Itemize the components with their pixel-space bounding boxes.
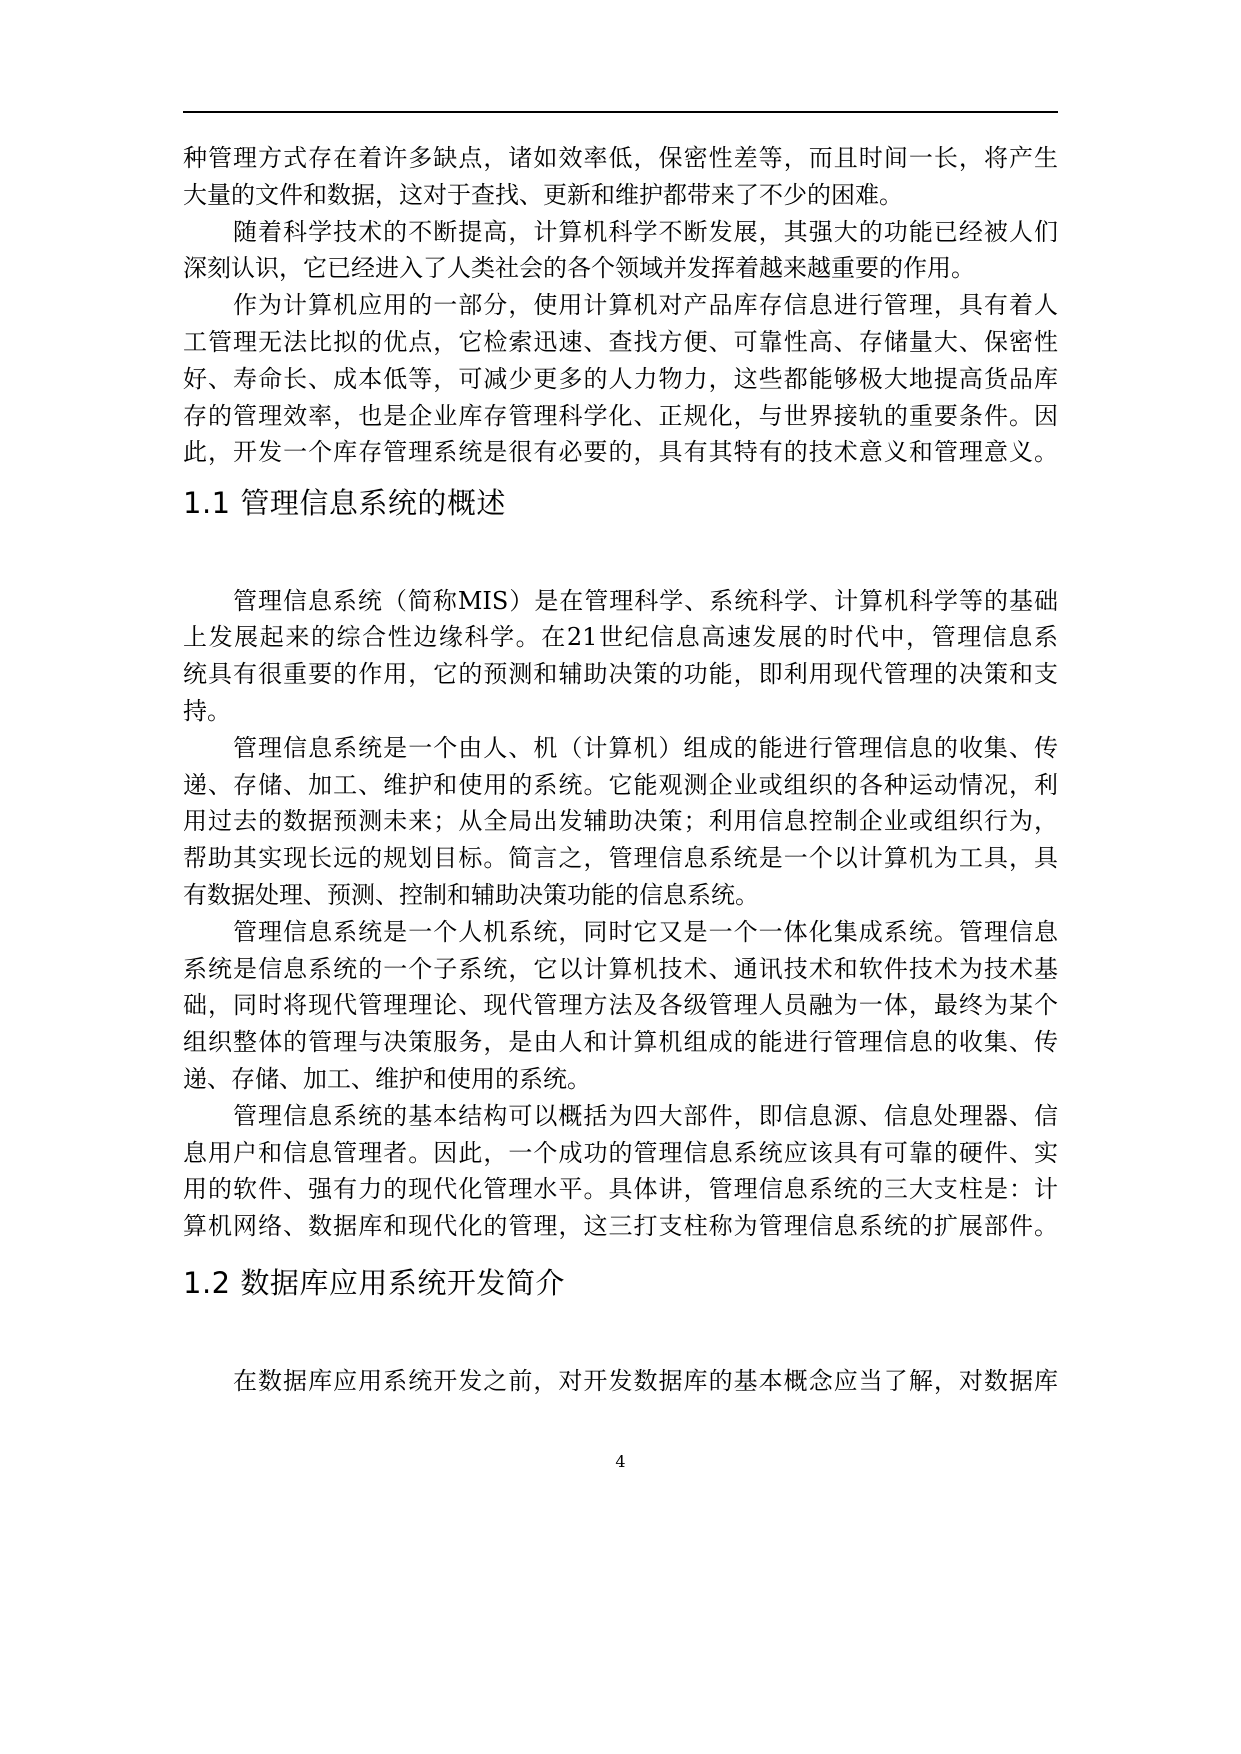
section-1-1-body <box>183 583 1058 1245</box>
paragraph-line: 管理信息系统是一个由人、机（计算机）组成的能进行管理信息的收集、传 <box>233 733 1058 762</box>
paragraph-line: 随着科学技术的不断提高，计算机科学不断发展，其强大的功能已经被人们 <box>233 217 1058 246</box>
paragraph-line: 用过去的数据预测未来；从全局出发辅助决策；利用信息控制企业或组织行为， <box>183 807 1058 836</box>
paragraph-line: 递、存储、加工、维护和使用的系统。 <box>183 1064 591 1093</box>
paragraph <box>183 730 1058 914</box>
section-heading-text: 1.2 数据库应用系统开发简介 <box>183 1266 565 1300</box>
paragraph-line: 管理信息系统是一个人机系统，同时它又是一个一体化集成系统。管理信息 <box>233 917 1058 946</box>
paragraph-line: 递、存储、加工、维护和使用的系统。它能观测企业或组织的各种运动情况，利 <box>183 770 1058 799</box>
paragraph-line: 工管理无法比拟的优点，它检索迅速、查找方便、可靠性高、存储量大、保密性 <box>183 327 1058 356</box>
paragraph-line: 在数据库应用系统开发之前，对开发数据库的基本概念应当了解，对数据库 <box>233 1366 1058 1395</box>
paragraph-line: 帮助其实现长远的规划目标。简言之，管理信息系统是一个以计算机为工具，具 <box>183 844 1058 873</box>
paragraph-line: 此，开发一个库存管理系统是很有必要的，具有其特有的技术意义和管理意义。 <box>183 438 1058 467</box>
paragraph-line: 组织整体的管理与决策服务，是由人和计算机组成的能进行管理信息的收集、传 <box>183 1028 1058 1057</box>
section-heading-1-1 <box>183 483 1058 523</box>
paragraph-line: 持。 <box>183 696 231 725</box>
paragraph-line: 有数据处理、预测、控制和辅助决策功能的信息系统。 <box>183 880 759 909</box>
paragraph-line: 存的管理效率，也是企业库存管理科学化、正规化，与世界接轨的重要条件。因 <box>183 401 1058 430</box>
paragraph-line: 上发展起来的综合性边缘科学。在21世纪信息高速发展的时代中，管理信息系 <box>183 623 1058 652</box>
paragraph-line: 好、寿命长、成本低等，可减少更多的人力物力，这些都能够极大地提高货品库 <box>183 364 1058 393</box>
paragraph-line: 大量的文件和数据，这对于查找、更新和维护都带来了不少的困难。 <box>183 180 903 209</box>
paragraph-line: 管理信息系统（简称MIS）是在管理科学、系统科学、计算机科学等的基础 <box>233 586 1058 615</box>
paragraph-line: 统具有很重要的作用，它的预测和辅助决策的功能，即利用现代管理的决策和支 <box>183 660 1058 689</box>
paragraph-line: 用的软件、强有力的现代化管理水平。具体讲，管理信息系统的三大支柱是：计 <box>183 1175 1058 1204</box>
header-rule <box>183 111 1058 113</box>
paragraph-line: 深刻认识，它已经进入了人类社会的各个领域并发挥着越来越重要的作用。 <box>183 254 975 283</box>
page-number: 4 <box>615 1452 626 1471</box>
paragraph <box>183 287 1058 471</box>
paragraph-line: 系统是信息系统的一个子系统，它以计算机技术、通讯技术和软件技术为技术基 <box>183 954 1058 983</box>
paragraph-line: 作为计算机应用的一部分，使用计算机对产品库存信息进行管理，具有着人 <box>233 291 1058 320</box>
paragraph <box>183 1098 1058 1245</box>
section-1-2-body <box>183 1363 1058 1400</box>
paragraph-line: 息用户和信息管理者。因此，一个成功的管理信息系统应该具有可靠的硬件、实 <box>183 1138 1058 1167</box>
paragraph <box>183 1363 1058 1400</box>
section-heading-text: 1.1 管理信息系统的概述 <box>183 486 506 520</box>
intro-text <box>183 140 1058 471</box>
paragraph-line: 础，同时将现代管理理论、现代管理方法及各级管理人员融为一体，最终为某个 <box>183 991 1058 1020</box>
section-heading-1-2 <box>183 1263 1058 1303</box>
paragraph-line: 管理信息系统的基本结构可以概括为四大部件，即信息源、信息处理器、信 <box>233 1101 1058 1130</box>
paragraph <box>183 140 1058 214</box>
paragraph-line: 算机网络、数据库和现代化的管理，这三打支柱称为管理信息系统的扩展部件。 <box>183 1212 1058 1241</box>
paragraph <box>183 914 1058 1098</box>
paragraph <box>183 214 1058 288</box>
paragraph-line: 种管理方式存在着许多缺点，诸如效率低，保密性差等，而且时间一长，将产生 <box>183 144 1058 172</box>
paragraph <box>183 583 1058 730</box>
